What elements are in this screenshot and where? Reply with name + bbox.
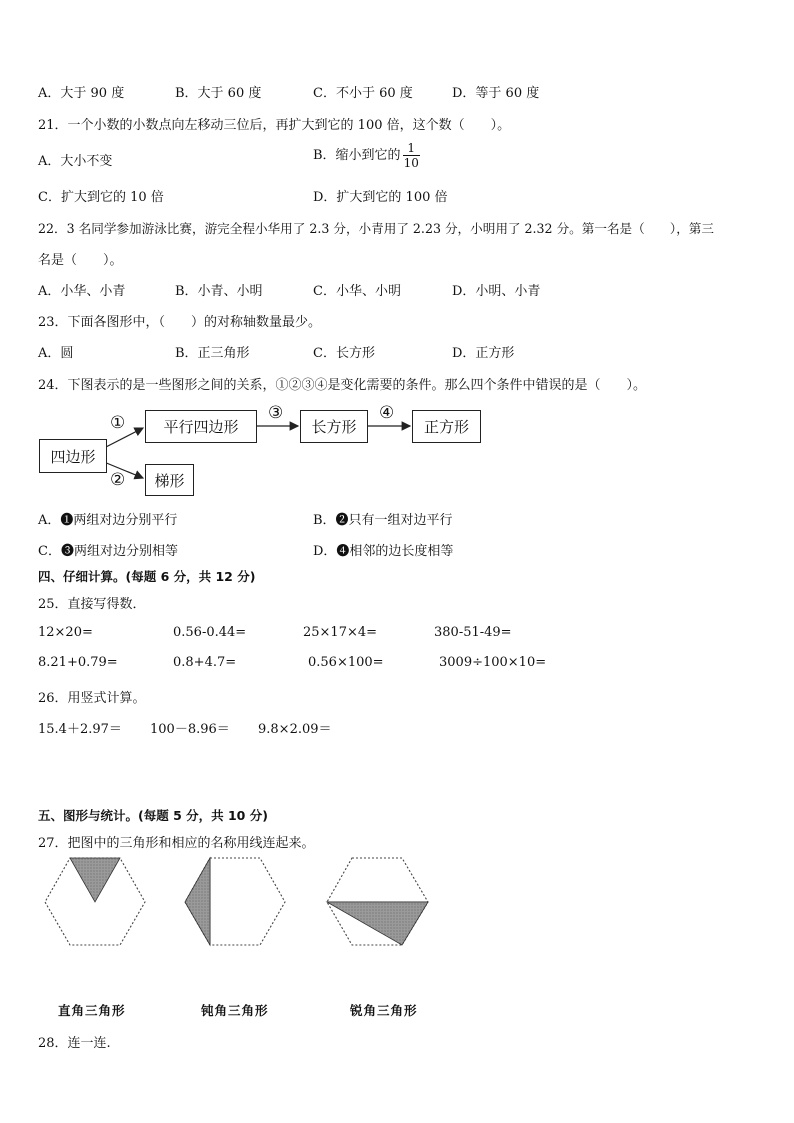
q21-option-d: D．扩大到它的 100 倍	[313, 190, 448, 205]
q20-option-a: A．大于 90 度	[38, 86, 125, 101]
q23-option-c: C．长方形	[313, 346, 375, 361]
shaded-triangle-3	[327, 902, 428, 945]
q21-option-b-text: B．缩小到它的	[313, 148, 401, 163]
label-acute-triangle: 锐角三角形	[350, 1003, 418, 1018]
q25-r1-c4: 380-51-49=	[434, 625, 512, 640]
q22-stem-line1: 22．3 名同学参加游泳比赛，游完全程小华用了 2.3 分，小青用了 2.23 分，小明用了 2.32 分。第一名是（ ），第三	[38, 221, 714, 236]
q23-option-b: B．正三角形	[175, 346, 250, 361]
q20-option-b: B．大于 60 度	[175, 86, 262, 101]
shaded-triangle-2	[185, 858, 210, 945]
fraction-numerator: 1	[403, 141, 420, 156]
q22-option-a: A．小华、小青	[38, 284, 126, 299]
box-trapezoid: 梯形	[145, 464, 194, 496]
box-quadrilateral: 四边形	[39, 439, 107, 473]
hexagon-figure-3	[327, 858, 428, 945]
q24-option-c: C．❸两组对边分别相等	[38, 544, 178, 559]
q26-item-3: 9.8×2.09＝	[258, 722, 332, 737]
q22-stem-line2: 名是（ ）。	[38, 253, 123, 268]
q20-option-c: C．不小于 60 度	[313, 86, 413, 101]
q22-option-b: B．小青、小明	[175, 284, 263, 299]
q24-option-d: D．❹相邻的边长度相等	[313, 544, 454, 559]
condition-1-label: ①	[110, 413, 126, 433]
q24-stem: 24．下图表示的是一些图形之间的关系，①②③④是变化需要的条件。那么四个条件中错误的是（ ）。	[38, 378, 647, 393]
q25-stem: 25．直接写得数．	[38, 597, 146, 612]
q21-option-c: C．扩大到它的 10 倍	[38, 190, 164, 205]
box-parallelogram: 平行四边形	[145, 410, 257, 443]
q26-item-2: 100－8.96＝	[150, 722, 230, 737]
hexagon-figure-1	[45, 858, 145, 945]
q22-option-d: D．小明、小青	[452, 284, 541, 299]
q25-r2-c3: 0.56×100=	[308, 655, 384, 670]
q23-stem: 23．下面各图形中，（ ）的对称轴数量最少。	[38, 315, 322, 330]
shaded-triangle-1	[70, 858, 120, 902]
q25-r1-c2: 0.56-0.44=	[173, 625, 247, 640]
q27-stem: 27．把图中的三角形和相应的名称用线连起来。	[38, 836, 315, 851]
section-5-heading: 五、图形与统计。(每题 5 分，共 10 分)	[38, 808, 268, 823]
q25-r2-c4: 3009÷100×10=	[439, 655, 547, 670]
q23-option-d: D．正方形	[452, 346, 515, 361]
label-obtuse-triangle: 钝角三角形	[201, 1003, 269, 1018]
q20-option-d: D．等于 60 度	[452, 86, 540, 101]
hexagon-figure-2	[185, 858, 285, 945]
section-4-heading: 四、仔细计算。(每题 6 分，共 12 分)	[38, 569, 256, 584]
q25-r1-c1: 12×20=	[38, 625, 93, 640]
fraction-denominator: 10	[403, 156, 419, 170]
condition-3-label: ③	[268, 403, 284, 423]
q21-option-a: A．大小不变	[38, 154, 113, 169]
q21-stem: 21．一个小数的小数点向左移动三位后，再扩大到它的 100 倍，这个数（ ）。	[38, 118, 511, 133]
q25-r1-c3: 25×17×4=	[303, 625, 378, 640]
q25-r2-c2: 0.8+4.7=	[173, 655, 237, 670]
box-square: 正方形	[412, 410, 481, 443]
q24-option-b: B．❷只有一组对边平行	[313, 513, 453, 528]
box-rectangle: 长方形	[300, 410, 368, 443]
label-right-triangle: 直角三角形	[58, 1003, 126, 1018]
condition-2-label: ②	[110, 470, 126, 490]
q26-item-1: 15.4＋2.97＝	[38, 722, 122, 737]
q28-stem: 28．连一连.	[38, 1036, 111, 1051]
condition-4-label: ④	[379, 403, 395, 423]
q24-option-a: A．❶两组对边分别平行	[38, 513, 178, 528]
q25-r2-c1: 8.21+0.79=	[38, 655, 118, 670]
q23-option-a: A．圆	[38, 346, 74, 361]
q22-option-c: C．小华、小明	[313, 284, 401, 299]
q26-stem: 26．用竖式计算。	[38, 691, 146, 706]
